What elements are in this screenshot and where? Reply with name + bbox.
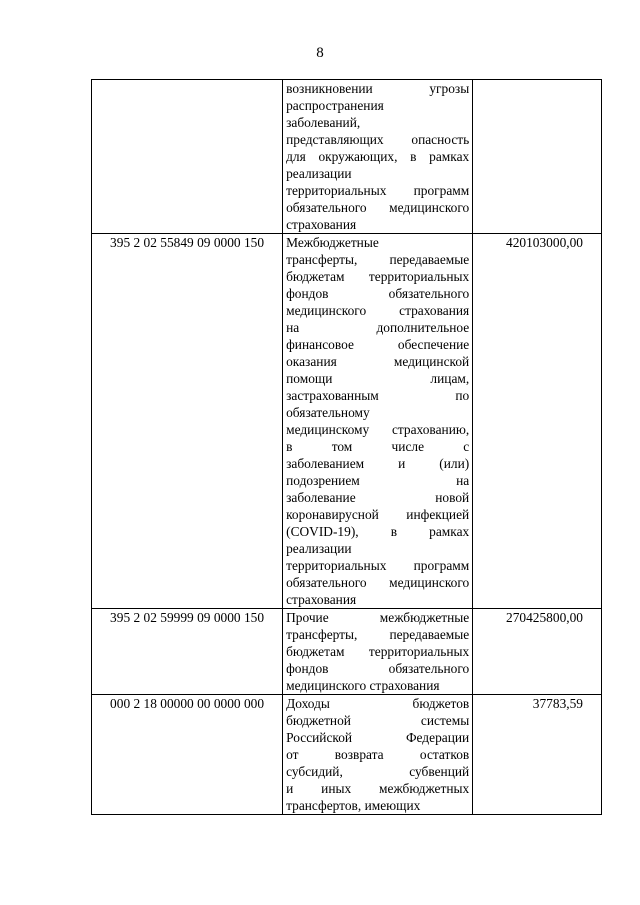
- revenue-name-line: территориальных программ: [286, 558, 470, 573]
- classification-code-cell: 000 2 18 00000 00 0000 000: [92, 695, 283, 815]
- table-row: [92, 609, 602, 695]
- revenue-name-line: оказания медицинской: [286, 354, 470, 369]
- revenue-name-line: фондов обязательного: [286, 286, 470, 301]
- revenue-name-line: финансовое обеспечение: [286, 337, 470, 352]
- revenue-name-line: заболеваний,: [286, 115, 361, 130]
- revenue-name-line: субсидий, субвенций: [286, 764, 470, 779]
- revenue-name-line: трансферты, передаваемые: [286, 627, 470, 642]
- revenue-name-line: коронавирусной инфекцией: [286, 507, 470, 522]
- classification-code-cell: 395 2 02 59999 09 0000 150: [92, 609, 283, 695]
- revenue-name-line: страхования: [286, 592, 357, 607]
- revenue-name-line: Доходы бюджетов: [286, 696, 470, 711]
- revenue-name-line: возникновении угрозы: [286, 81, 470, 96]
- revenue-name-line: заболеванием и (или): [286, 456, 470, 471]
- table-row: [92, 695, 602, 815]
- revenue-name-line: бюджетной системы: [286, 713, 470, 728]
- revenue-name-line: территориальных программ: [286, 183, 470, 198]
- revenue-name-line: помощи лицам,: [286, 371, 470, 386]
- revenue-name-line: распространения: [286, 98, 384, 113]
- revenue-name-line: бюджетам территориальных: [286, 644, 470, 659]
- revenue-name-line: представляющих опасность: [286, 132, 470, 147]
- revenue-name-cell: [283, 234, 473, 609]
- revenue-name-line: в том числе с: [286, 439, 470, 454]
- revenue-name-line: медицинскому страхованию,: [286, 422, 470, 437]
- amount-cell: [473, 80, 602, 234]
- revenue-name-line: Межбюджетные: [286, 235, 379, 250]
- revenue-name-line: страхования: [286, 217, 357, 232]
- classification-code-cell: [92, 80, 283, 234]
- revenue-name-line: обязательного медицинского: [286, 200, 470, 215]
- amount-cell: 37783,59: [473, 695, 602, 815]
- revenue-name-line: трансфертов, имеющих: [286, 798, 421, 813]
- table-body: [92, 80, 602, 815]
- revenue-name-line: для окружающих, в рамках: [286, 149, 470, 164]
- revenue-name-line: медицинского страхования: [286, 303, 470, 318]
- revenue-name-cell: [283, 695, 473, 815]
- revenue-name-line: на дополнительное: [286, 320, 470, 335]
- revenue-name-line: трансферты, передаваемые: [286, 252, 470, 267]
- classification-code-cell: 395 2 02 55849 09 0000 150: [92, 234, 283, 609]
- revenue-name-line: подозрением на: [286, 473, 470, 488]
- revenue-name-cell: [283, 80, 473, 234]
- revenue-name-line: обязательному: [286, 405, 370, 420]
- revenue-name-line: Российской Федерации: [286, 730, 470, 745]
- revenue-name-line: и иных межбюджетных: [286, 781, 470, 796]
- revenue-name-line: обязательного медицинского: [286, 575, 470, 590]
- revenue-name-line: (COVID-19), в рамках: [286, 524, 470, 539]
- table-row: [92, 80, 602, 234]
- amount-cell: 270425800,00: [473, 609, 602, 695]
- revenue-name-line: застрахованным по: [286, 388, 470, 403]
- revenue-name-line: Прочие межбюджетные: [286, 610, 470, 625]
- revenue-name-line: реализации: [286, 541, 352, 556]
- amount-cell: 420103000,00: [473, 234, 602, 609]
- page-number: 8: [316, 45, 324, 61]
- revenue-name-cell: [283, 609, 473, 695]
- revenue-name-line: бюджетам территориальных: [286, 269, 470, 284]
- table-row: [92, 234, 602, 609]
- revenue-name-line: медицинского страхования: [286, 678, 440, 693]
- revenue-name-line: заболевание новой: [286, 490, 470, 505]
- revenue-name-line: реализации: [286, 166, 352, 181]
- revenue-name-line: от возврата остатков: [286, 747, 470, 762]
- budget-table: [91, 79, 602, 815]
- revenue-name-line: фондов обязательного: [286, 661, 470, 676]
